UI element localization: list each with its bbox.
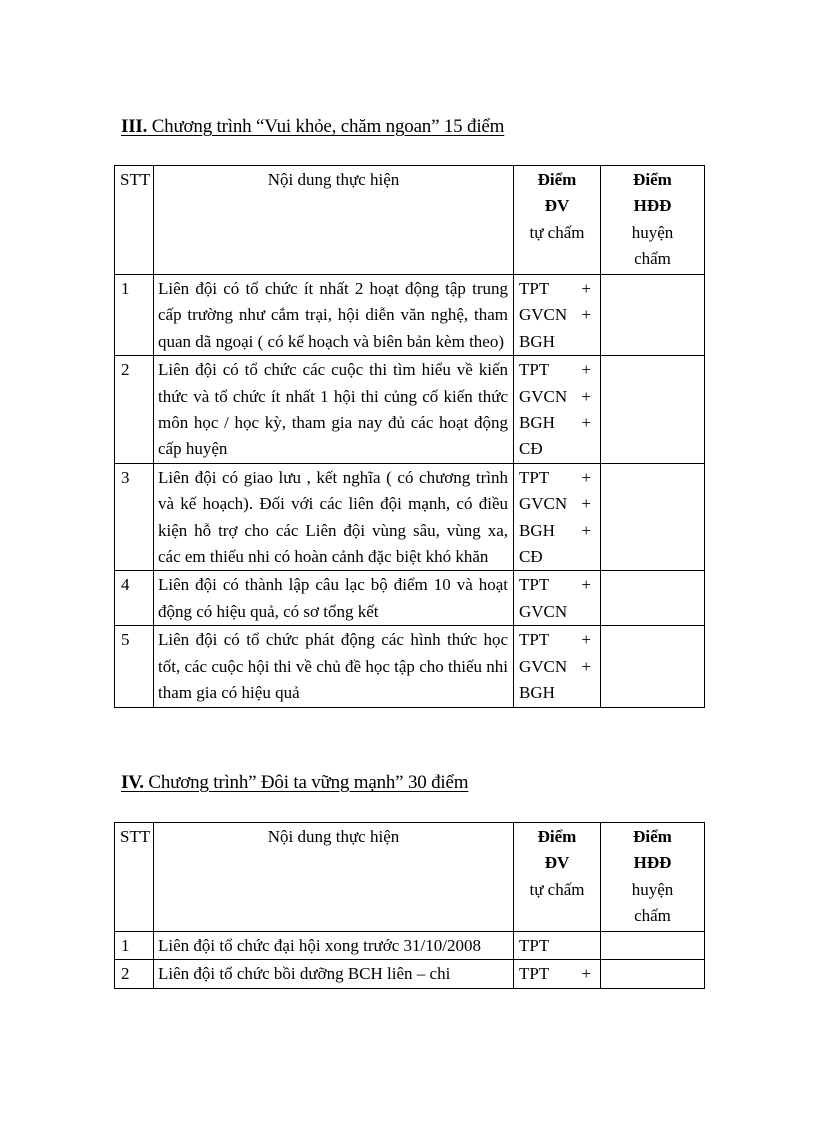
scorer-name: GVCN xyxy=(519,494,568,514)
scorer-line xyxy=(519,961,591,987)
row-self-score xyxy=(514,960,601,988)
section-4-heading xyxy=(121,772,468,794)
row-stt: 2 xyxy=(115,960,154,988)
row-content: Liên đội tổ chức bồi dưỡng BCH liên – chi xyxy=(154,960,514,988)
scorer-line xyxy=(519,465,591,491)
plus-sign: + xyxy=(581,386,591,406)
scorer-name: TPT xyxy=(519,936,550,955)
plus-sign: + xyxy=(581,964,591,984)
scorer-name: BGH xyxy=(519,683,555,703)
row-district-score[interactable] xyxy=(601,275,705,356)
row-content: Liên đội tổ chức đại hội xong trước 31/10/2008 xyxy=(154,932,514,960)
scorer-line xyxy=(519,518,591,544)
scorer-line xyxy=(519,491,591,517)
table-row xyxy=(115,571,705,626)
header-district-line1: Điểm xyxy=(633,827,672,846)
table-row xyxy=(115,932,705,960)
section-3-heading xyxy=(121,116,504,138)
scorer-line xyxy=(519,276,591,302)
table-row xyxy=(115,463,705,571)
table-header-row xyxy=(115,166,705,275)
row-self-score xyxy=(514,571,601,626)
row-district-score[interactable] xyxy=(601,932,705,960)
row-district-score[interactable] xyxy=(601,960,705,988)
header-district-line4: chấm xyxy=(634,249,671,269)
section-3-title: Chương trình “Vui khỏe, chăm ngoan” 15 điểm xyxy=(147,116,505,137)
scorer-line xyxy=(519,680,591,706)
table-header-row xyxy=(115,823,705,932)
header-district-line4: chấm xyxy=(634,906,671,926)
row-content: Liên đội có thành lập câu lạc bộ điểm 10 và hoạt động có hiệu quả, có sơ tổng kết xyxy=(154,571,514,626)
scorer-name: BGH xyxy=(519,331,555,351)
scorer-name: GVCN xyxy=(519,386,568,406)
section-4-number: IV. xyxy=(121,772,144,793)
row-stt: 5 xyxy=(115,626,154,707)
header-self-score xyxy=(514,166,601,275)
scorer-line xyxy=(519,302,591,328)
header-district-score xyxy=(601,823,705,932)
scorer-name: TPT xyxy=(519,467,550,487)
table-row xyxy=(115,626,705,707)
plus-sign: + xyxy=(581,656,591,676)
header-self-line1: Điểm xyxy=(537,827,577,846)
section-3-number: III. xyxy=(121,116,148,137)
plus-sign: + xyxy=(581,413,591,433)
plus-sign: + xyxy=(581,305,591,325)
row-stt: 2 xyxy=(115,356,154,464)
scorer-name: GVCN xyxy=(519,601,568,621)
header-self-line1: Điểm xyxy=(537,170,577,189)
row-stt: 1 xyxy=(115,932,154,960)
scorer-line xyxy=(519,410,591,436)
scorer-name: GVCN xyxy=(519,656,568,676)
plus-sign: + xyxy=(581,520,591,540)
plus-sign: + xyxy=(581,279,591,298)
scorer-name: TPT xyxy=(519,964,550,984)
row-self-score xyxy=(514,275,601,356)
scorer-line xyxy=(519,654,591,680)
scorer-line xyxy=(519,933,591,959)
plus-sign: + xyxy=(581,575,591,595)
scorer-name: CĐ xyxy=(519,547,543,567)
header-self-score xyxy=(514,823,601,932)
section-3-table xyxy=(114,165,705,708)
scorer-name: CĐ xyxy=(519,439,543,459)
row-self-score xyxy=(514,932,601,960)
header-self-line2: ĐV xyxy=(544,853,570,873)
table-row xyxy=(115,356,705,464)
header-content: Nội dung thực hiện xyxy=(154,166,514,275)
scorer-line xyxy=(519,599,591,625)
row-self-score xyxy=(514,356,601,464)
scorer-line xyxy=(519,329,591,355)
row-district-score[interactable] xyxy=(601,571,705,626)
plus-sign: + xyxy=(581,494,591,514)
row-self-score xyxy=(514,626,601,707)
scorer-line xyxy=(519,572,591,598)
header-district-line3: huyện xyxy=(631,879,674,899)
scorer-name: BGH xyxy=(519,520,555,540)
table-row xyxy=(115,960,705,988)
scorer-line xyxy=(519,544,591,570)
row-stt: 3 xyxy=(115,463,154,571)
header-stt: STT xyxy=(115,823,154,932)
row-content: Liên đội có tổ chức ít nhất 2 hoạt động tập trung cấp trường như cắm trại, hội diễn văn nghệ, tham quan dã ngoại ( có kế hoạch và biên bản kèm theo) xyxy=(154,275,514,356)
row-content: Liên đội có giao lưu , kết nghĩa ( có chương trình và kế hoạch). Đối với các liên đội mạnh, có điều kiện hỗ trợ cho các Liên đội vùng sâu, vùng xa, các em thiếu nhi có hoàn cảnh đặc biệt khó khăn xyxy=(154,463,514,571)
scorer-name: TPT xyxy=(519,575,550,595)
header-self-line3: tự chấm xyxy=(529,879,585,899)
scorer-name: BGH xyxy=(519,413,555,433)
plus-sign: + xyxy=(581,467,591,487)
header-district-line2: HĐĐ xyxy=(633,196,672,216)
scorer-name: GVCN xyxy=(519,305,568,325)
scorer-name: TPT xyxy=(519,630,550,650)
scorer-line xyxy=(519,436,591,462)
header-self-line2: ĐV xyxy=(544,196,570,216)
header-self-line3: tự chấm xyxy=(529,222,585,242)
row-content: Liên đội có tổ chức các cuộc thi tìm hiểu về kiến thức và tổ chức ít nhất 1 hội thi củng cố kiến thức môn học / học kỳ, tham gia nay đủ các hoạt động cấp huyện xyxy=(154,356,514,464)
row-stt: 1 xyxy=(115,275,154,356)
header-district-line3: huyện xyxy=(631,222,674,242)
section-4-title: Chương trình” Đôi ta vững mạnh” 30 điểm xyxy=(143,772,469,793)
header-stt: STT xyxy=(115,166,154,275)
table-row xyxy=(115,275,705,356)
section-4-table xyxy=(114,822,705,989)
row-content: Liên đội có tổ chức phát động các hình thức học tốt, các cuộc hội thi về chủ đề học tập cho thiếu nhi tham gia có hiệu quả xyxy=(154,626,514,707)
scorer-name: TPT xyxy=(519,279,550,298)
scorer-line xyxy=(519,384,591,410)
plus-sign: + xyxy=(581,630,591,650)
plus-sign: + xyxy=(581,360,591,380)
scorer-line xyxy=(519,357,591,383)
header-district-score xyxy=(601,166,705,275)
row-district-score[interactable] xyxy=(601,356,705,464)
scorer-line xyxy=(519,627,591,653)
row-district-score[interactable] xyxy=(601,626,705,707)
header-district-line2: HĐĐ xyxy=(633,853,672,873)
row-district-score[interactable] xyxy=(601,463,705,571)
header-district-line1: Điểm xyxy=(633,170,672,189)
scorer-name: TPT xyxy=(519,360,550,380)
row-self-score xyxy=(514,463,601,571)
row-stt: 4 xyxy=(115,571,154,626)
header-content: Nội dung thực hiện xyxy=(154,823,514,932)
